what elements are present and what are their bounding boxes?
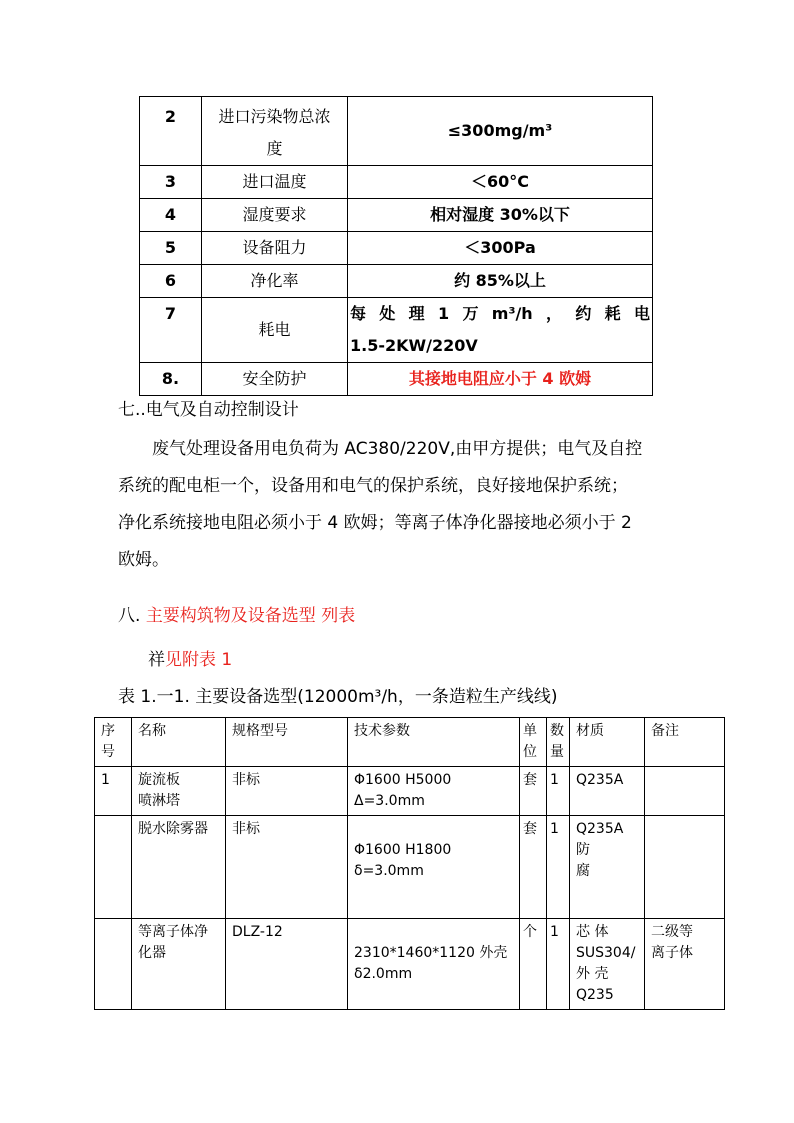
table-row <box>140 363 653 396</box>
cell-qty: 1 <box>547 919 570 1010</box>
header-remark: 备注 <box>645 718 725 767</box>
power-word: 万 <box>462 304 479 323</box>
cell-params: Φ1600 H1800 δ=3.0mm <box>348 816 520 919</box>
item-name: 安全防护 <box>202 363 348 396</box>
cell-unit: 套 <box>520 816 547 919</box>
equipment-table <box>94 717 725 1010</box>
table-row <box>140 298 653 363</box>
cell-no <box>95 919 132 1010</box>
cell-no <box>95 816 132 919</box>
item-name: 净化率 <box>202 265 348 298</box>
paragraph-line: 系统的配电柜一个，设备用和电气的保护系统，良好接地保护系统； <box>118 476 628 496</box>
row-number: 8. <box>140 363 202 396</box>
power-word: 约 <box>575 304 592 323</box>
power-word: 理 <box>408 304 425 323</box>
cell-name: 脱水除雾器 <box>132 816 226 919</box>
power-word: ， <box>546 304 563 323</box>
header-unit: 单 位 <box>520 718 547 767</box>
cell-name: 等离子体净 化器 <box>132 919 226 1010</box>
item-value: 相对湿度 30%以下 <box>348 199 653 232</box>
item-value: ≤300mg/m³ <box>348 97 653 166</box>
item-name: 进口污染物总浓 度 <box>202 97 348 166</box>
paragraph-line: 废气处理设备用电负荷为 AC380/220V,由甲方提供；电气及自控 <box>152 439 643 459</box>
cell-remark <box>645 767 725 816</box>
section-7-paragraph <box>118 431 678 579</box>
table-header-row <box>95 718 725 767</box>
paragraph-line: 净化系统接地电阻必须小于 4 欧姆；等离子体净化器接地必须小于 2 <box>118 513 632 533</box>
cell-unit: 套 <box>520 767 547 816</box>
item-name: 湿度要求 <box>202 199 348 232</box>
cell-material: Q235A <box>570 767 645 816</box>
power-word: 每 <box>350 304 367 323</box>
section-8-heading: 八. 主要构筑物及设备选型 列表 <box>118 606 356 626</box>
table-row <box>95 767 725 816</box>
cell-name: 旋流板 喷淋塔 <box>132 767 226 816</box>
table-row <box>140 199 653 232</box>
cell-model: DLZ-12 <box>226 919 348 1010</box>
appendix-reference: 祥见附表 1 <box>148 650 233 670</box>
cell-remark <box>645 816 725 919</box>
row-number: 2 <box>140 97 202 166</box>
row-number: 3 <box>140 166 202 199</box>
item-value: 约 85%以上 <box>348 265 653 298</box>
power-word: m³/h <box>491 304 533 323</box>
cell-remark: 二级等 离子体 <box>645 919 725 1010</box>
row-number: 7 <box>140 298 202 363</box>
header-no: 序 号 <box>95 718 132 767</box>
row-number: 6 <box>140 265 202 298</box>
header-model: 规格型号 <box>226 718 348 767</box>
header-qty: 数 量 <box>547 718 570 767</box>
power-word: 电 <box>633 304 650 323</box>
item-value <box>348 298 653 363</box>
item-value: ＜60°C <box>348 166 653 199</box>
item-name: 耗电 <box>202 298 348 363</box>
section-7-heading: 七..电气及自动控制设计 <box>118 400 299 420</box>
table-row <box>140 166 653 199</box>
power-word: 耗 <box>604 304 621 323</box>
table-caption: 表 1.一1. 主要设备选型(12000m³/h，一条造粒生产线线) <box>118 687 558 707</box>
power-line-2: 1.5-2KW/220V <box>350 336 478 355</box>
cell-unit: 个 <box>520 919 547 1010</box>
cell-model: 非标 <box>226 767 348 816</box>
table-row <box>95 919 725 1010</box>
row-number: 5 <box>140 232 202 265</box>
cell-params: 2310*1460*1120 外壳 δ2.0mm <box>348 919 520 1010</box>
item-value: ＜300Pa <box>348 232 653 265</box>
item-name: 设备阻力 <box>202 232 348 265</box>
cell-model: 非标 <box>226 816 348 919</box>
paragraph-line: 欧姆。 <box>118 550 169 570</box>
cell-qty: 1 <box>547 767 570 816</box>
power-word: 1 <box>437 304 450 323</box>
table-row <box>140 232 653 265</box>
cell-params: Φ1600 H5000 Δ=3.0mm <box>348 767 520 816</box>
header-name: 名称 <box>132 718 226 767</box>
cell-material: Q235A 防 腐 <box>570 816 645 919</box>
spec-table <box>139 96 653 396</box>
header-material: 材质 <box>570 718 645 767</box>
cell-qty: 1 <box>547 816 570 919</box>
cell-no: 1 <box>95 767 132 816</box>
table-row <box>140 265 653 298</box>
table-row <box>95 816 725 919</box>
power-word: 处 <box>379 304 396 323</box>
table-row <box>140 97 653 166</box>
row-number: 4 <box>140 199 202 232</box>
item-value-warning: 其接地电阻应小于 4 欧姆 <box>348 363 653 396</box>
item-name: 进口温度 <box>202 166 348 199</box>
header-params: 技术参数 <box>348 718 520 767</box>
cell-material: 芯 体 SUS304/ 外 壳 Q235 <box>570 919 645 1010</box>
power-line-1 <box>348 298 652 330</box>
